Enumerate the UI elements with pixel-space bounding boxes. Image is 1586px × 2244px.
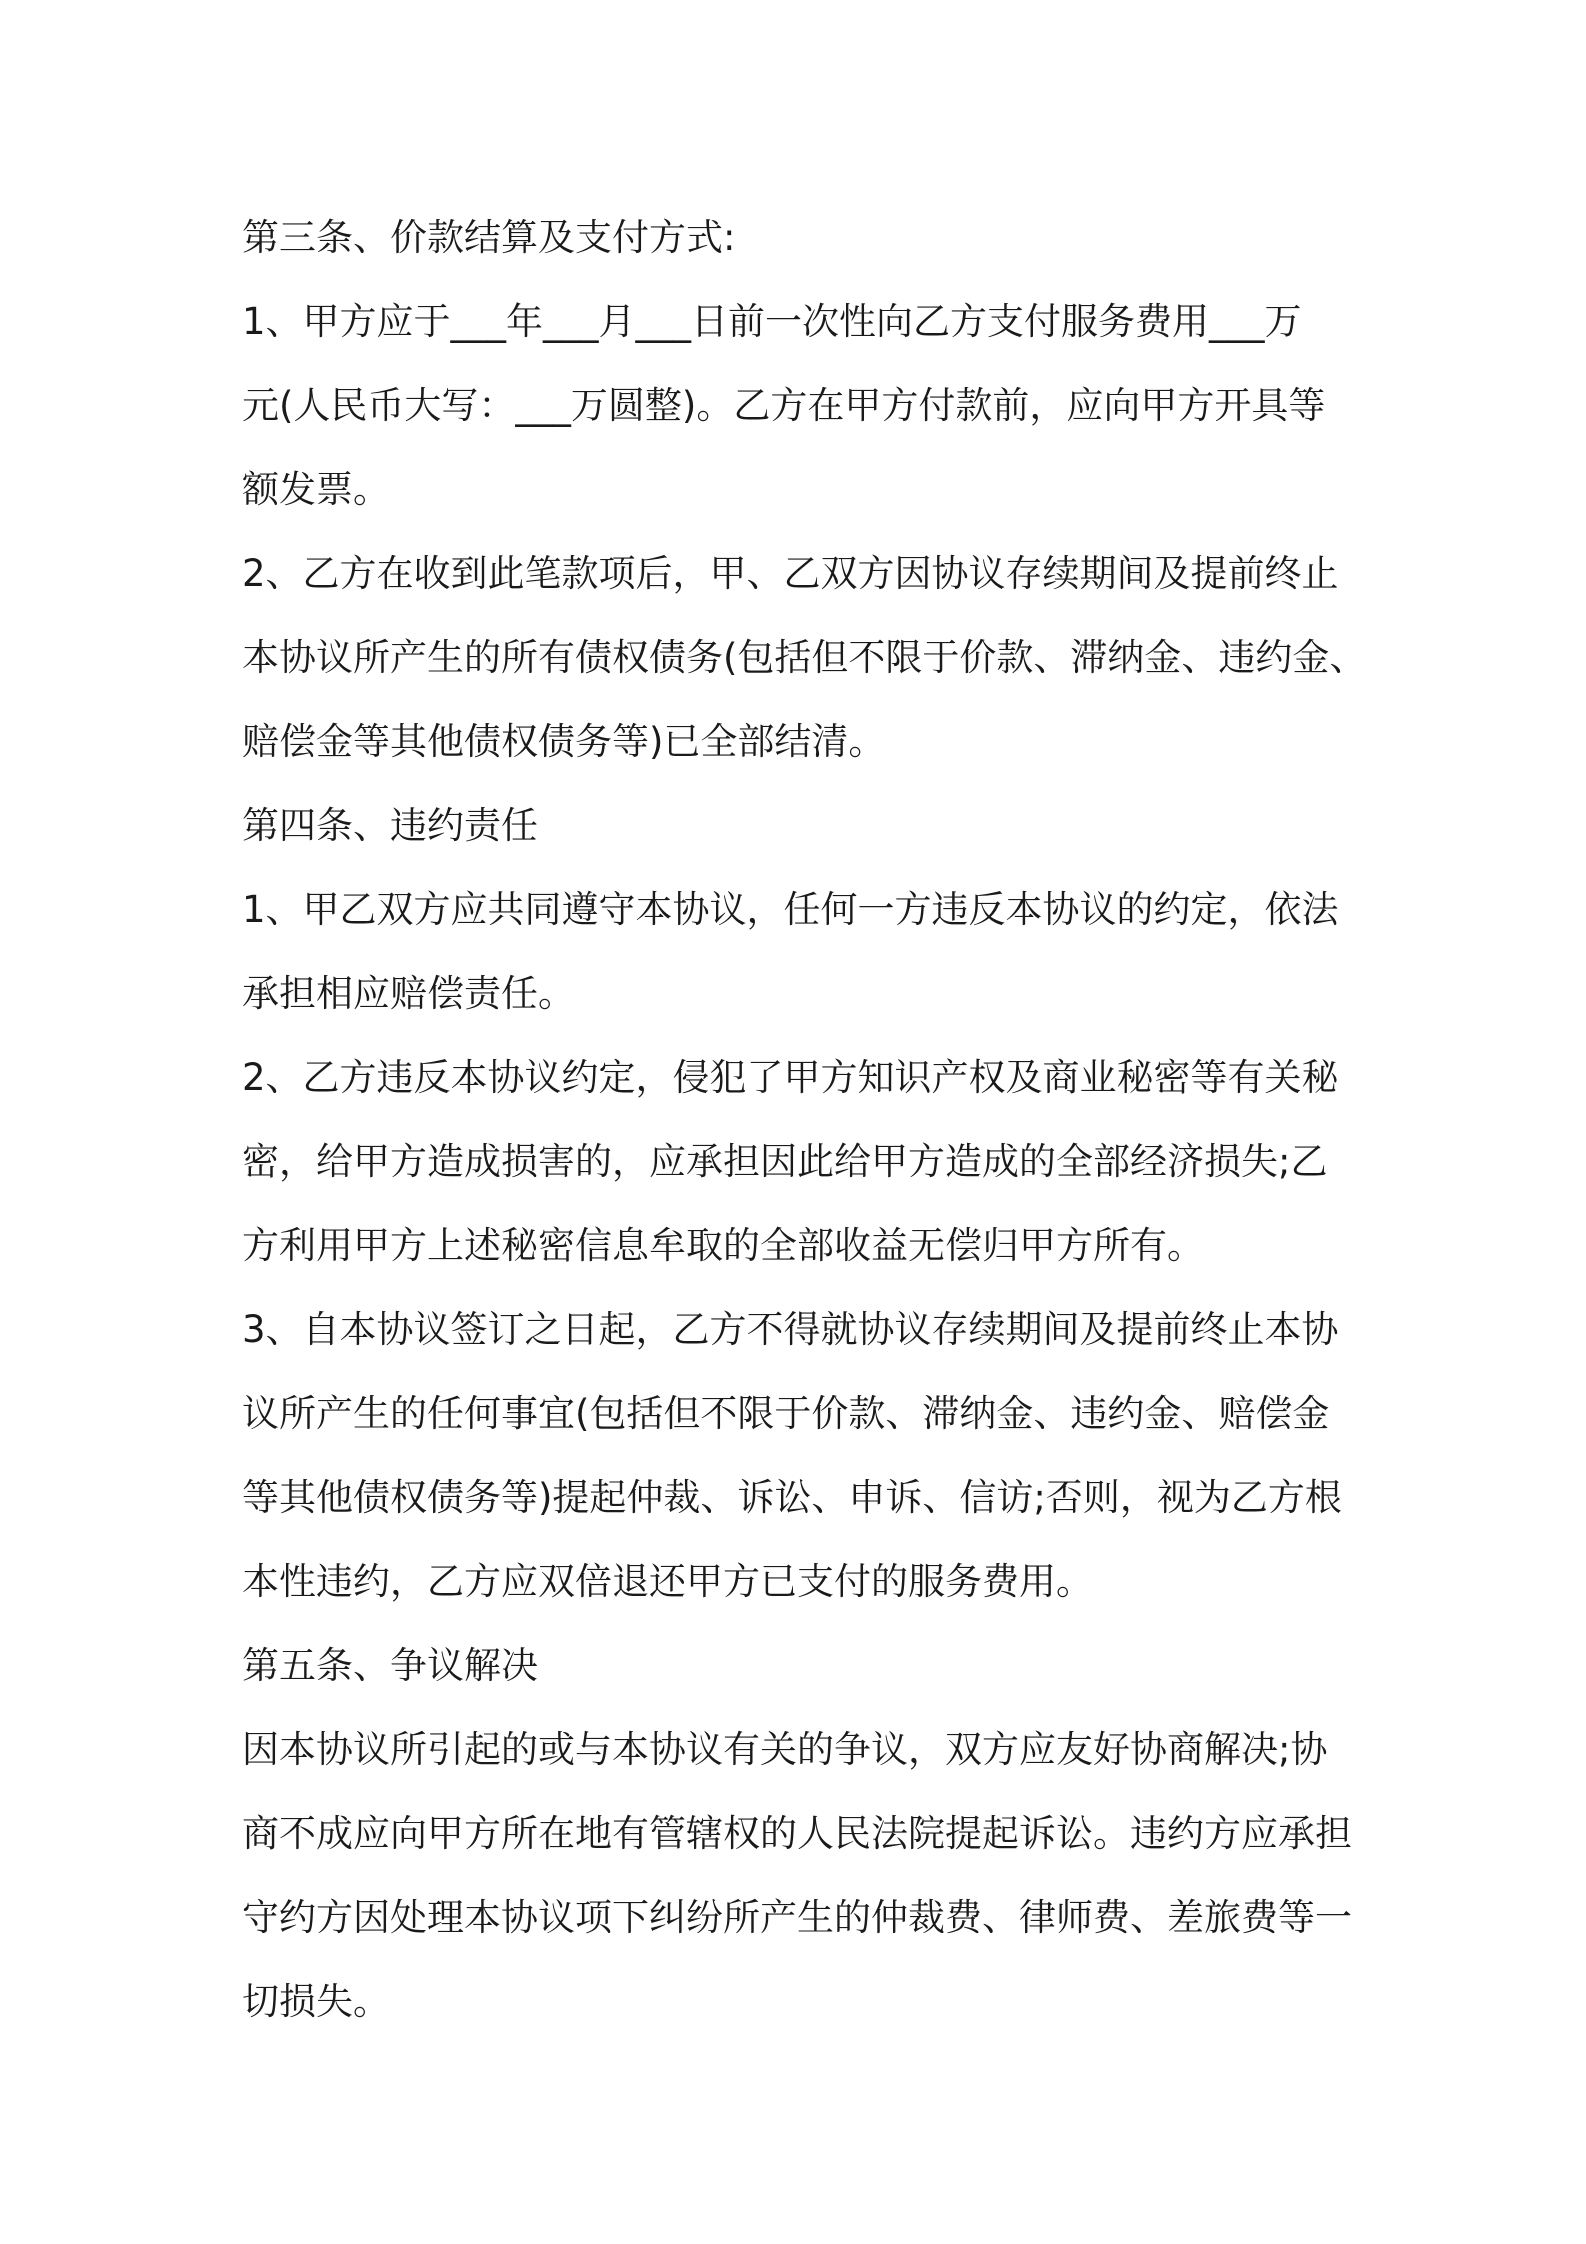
heading-article-5: 第五条、争议解决 [242,1644,538,1687]
text-line: 切损失。 [242,1980,390,2023]
text-line: 本协议所产生的所有债权债务(包括但不限于价款、滞纳金、违约金、 [242,636,1367,679]
text-line: 2、乙方在收到此笔款项后，甲、乙双方因协议存续期间及提前终止 [242,552,1339,595]
text-line: 赔偿金等其他债权债务等)已全部结清。 [242,720,886,763]
document-page [242,196,1366,2044]
text-line: 3、自本协议签订之日起，乙方不得就协议存续期间及提前终止本协 [242,1308,1339,1351]
text-line: 1、甲乙双方应共同遵守本协议，任何一方违反本协议的约定，依法 [242,888,1339,931]
heading-article-3: 第三条、价款结算及支付方式: [242,216,736,259]
text-line: 1、甲方应于___年___月___日前一次性向乙方支付服务费用___万 [242,300,1302,343]
text-line: 守约方因处理本协议项下纠纷所产生的仲裁费、律师费、差旅费等一 [242,1896,1352,1939]
text-line: 商不成应向甲方所在地有管辖权的人民法院提起诉讼。违约方应承担 [242,1812,1352,1855]
text-line: 密，给甲方造成损害的，应承担因此给甲方造成的全部经济损失;乙 [242,1140,1328,1183]
text-line: 等其他债权债务等)提起仲裁、诉讼、申诉、信访;否则，视为乙方根 [242,1476,1342,1519]
text-line: 额发票。 [242,468,390,511]
text-line: 议所产生的任何事宜(包括但不限于价款、滞纳金、违约金、赔偿金 [242,1392,1330,1435]
text-line: 元(人民币大写：___万圆整)。乙方在甲方付款前，应向甲方开具等 [242,384,1326,427]
text-line: 2、乙方违反本协议约定，侵犯了甲方知识产权及商业秘密等有关秘 [242,1056,1339,1099]
text-line: 因本协议所引起的或与本协议有关的争议，双方应友好协商解决;协 [242,1728,1328,1771]
text-line: 承担相应赔偿责任。 [242,972,575,1015]
text-line: 本性违约，乙方应双倍退还甲方已支付的服务费用。 [242,1560,1093,1603]
text-line: 方利用甲方上述秘密信息牟取的全部收益无偿归甲方所有。 [242,1224,1204,1267]
heading-article-4: 第四条、违约责任 [242,804,538,847]
